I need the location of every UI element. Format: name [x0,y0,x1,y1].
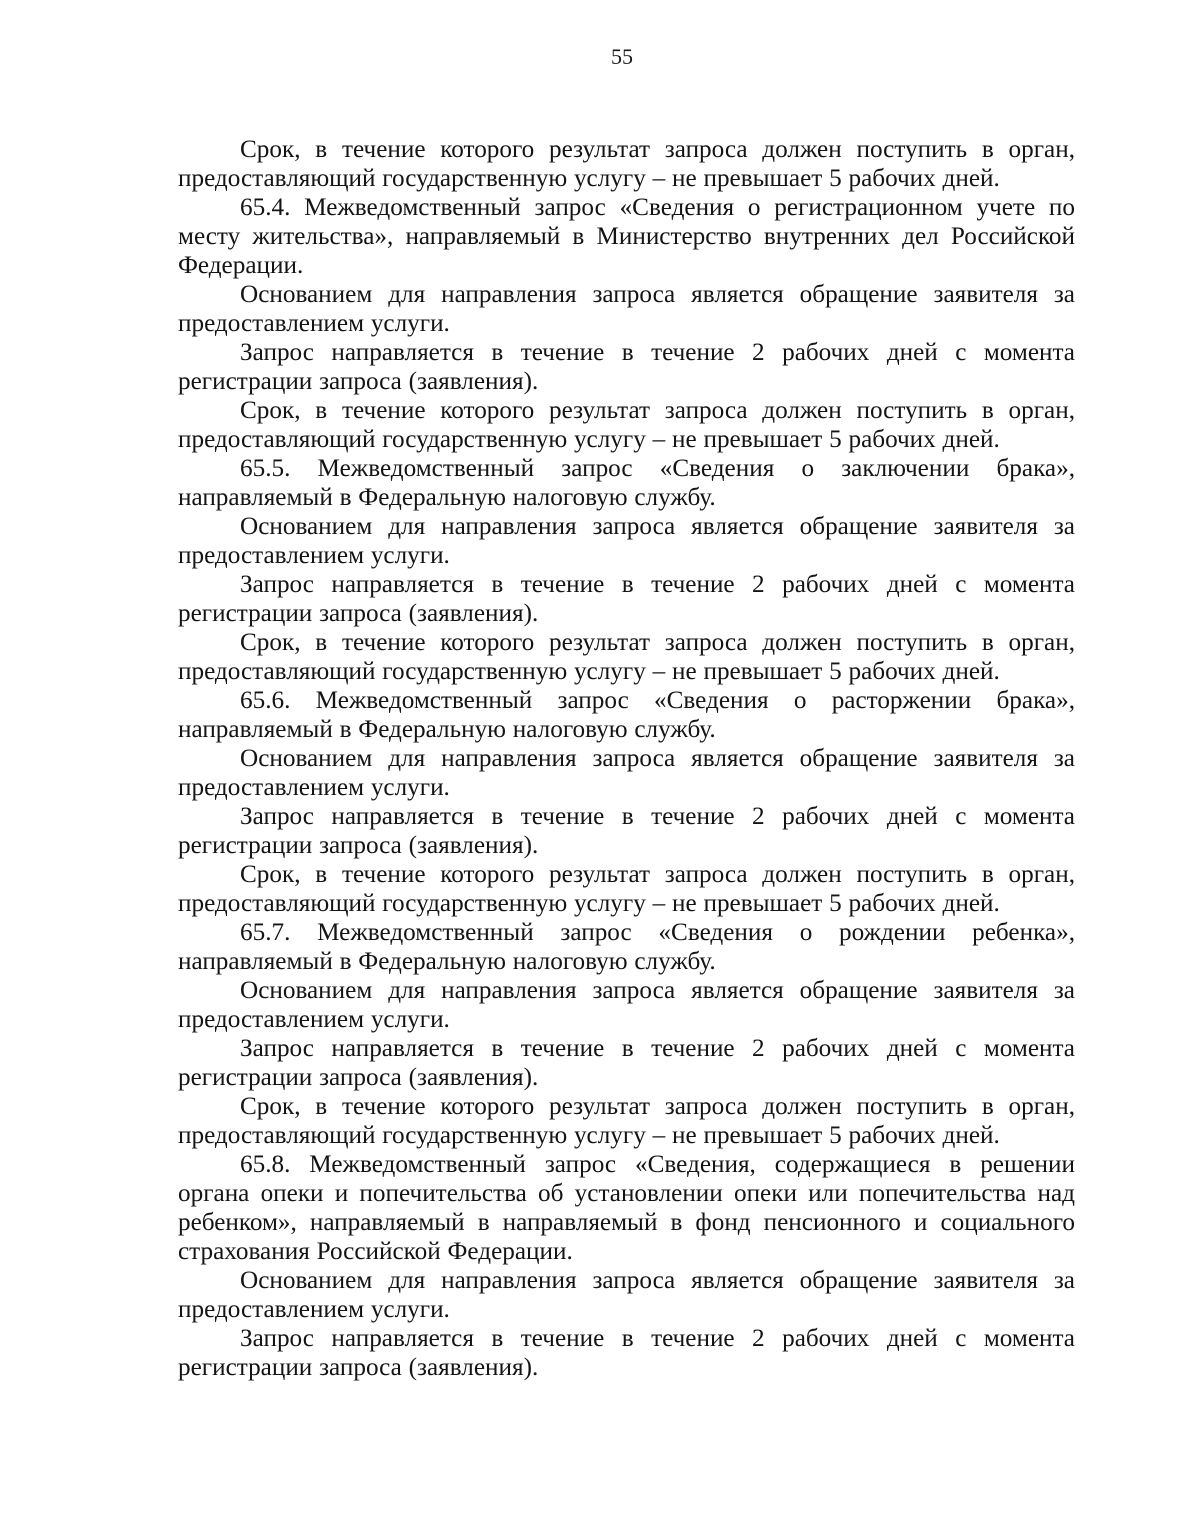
paragraph-sending-1: Запрос направляется в течение в течение 2 рабочих дней с момента регистрации запроса (заявления). [178,339,1075,395]
paragraph-sending-4: Запрос направляется в течение в течение 2 рабочих дней с момента регистрации запроса (заявления). [178,1035,1075,1091]
paragraph-basis-2: Основанием для направления запроса является обращение заявителя за предоставлением услуги. [178,513,1075,569]
paragraph-sending-5: Запрос направляется в течение в течение 2 рабочих дней с момента регистрации запроса (заявления). [178,1325,1075,1381]
paragraph-deadline-4: Срок, в течение которого результат запроса должен поступить в орган, предоставляющий государственную услугу – не превышает 5 рабочих дней. [178,861,1075,917]
page-number: 55 [611,44,633,69]
paragraph-deadline-2: Срок, в течение которого результат запроса должен поступить в орган, предоставляющий государственную услугу – не превышает 5 рабочих дней. [178,397,1075,453]
paragraph-deadline-1: Срок, в течение которого результат запроса должен поступить в орган, предоставляющий государственную услугу – не превышает 5 рабочих дней. [178,136,1075,192]
paragraph-basis-3: Основанием для направления запроса является обращение заявителя за предоставлением услуги. [178,745,1075,801]
paragraph-deadline-5: Срок, в течение которого результат запроса должен поступить в орган, предоставляющий государственную услугу – не превышает 5 рабочих дней. [178,1093,1075,1149]
paragraph-65-5-request: 65.5. Межведомственный запрос «Сведения о заключении брака», направляемый в Федеральную налоговую службу. [178,455,1075,511]
paragraph-basis-4: Основанием для направления запроса является обращение заявителя за предоставлением услуги. [178,977,1075,1033]
paragraph-deadline-3: Срок, в течение которого результат запроса должен поступить в орган, предоставляющий государственную услугу – не превышает 5 рабочих дней. [178,629,1075,685]
paragraph-65-8-request: 65.8. Межведомственный запрос «Сведения, содержащиеся в решении органа опеки и попечительства об установлении опеки или попечительства над ребенком», направляемый в направляемый в фонд пенсионного и социального страхования Российской Федерации. [178,1151,1075,1265]
document-body [178,135,1075,1382]
paragraph-basis-1: Основанием для направления запроса является обращение заявителя за предоставлением услуги. [178,281,1075,337]
paragraph-basis-5: Основанием для направления запроса является обращение заявителя за предоставлением услуги. [178,1267,1075,1323]
paragraph-65-7-request: 65.7. Межведомственный запрос «Сведения о рождении ребенка», направляемый в Федеральную налоговую службу. [178,919,1075,975]
paragraph-sending-3: Запрос направляется в течение в течение 2 рабочих дней с момента регистрации запроса (заявления). [178,803,1075,859]
paragraph-65-6-request: 65.6. Межведомственный запрос «Сведения о расторжении брака», направляемый в Федеральную налоговую службу. [178,687,1075,743]
paragraph-sending-2: Запрос направляется в течение в течение 2 рабочих дней с момента регистрации запроса (заявления). [178,571,1075,627]
paragraph-65-4-request: 65.4. Межведомственный запрос «Сведения о регистрационном учете по месту жительства», направляемый в Министерство внутренних дел Российской Федерации. [178,194,1075,279]
